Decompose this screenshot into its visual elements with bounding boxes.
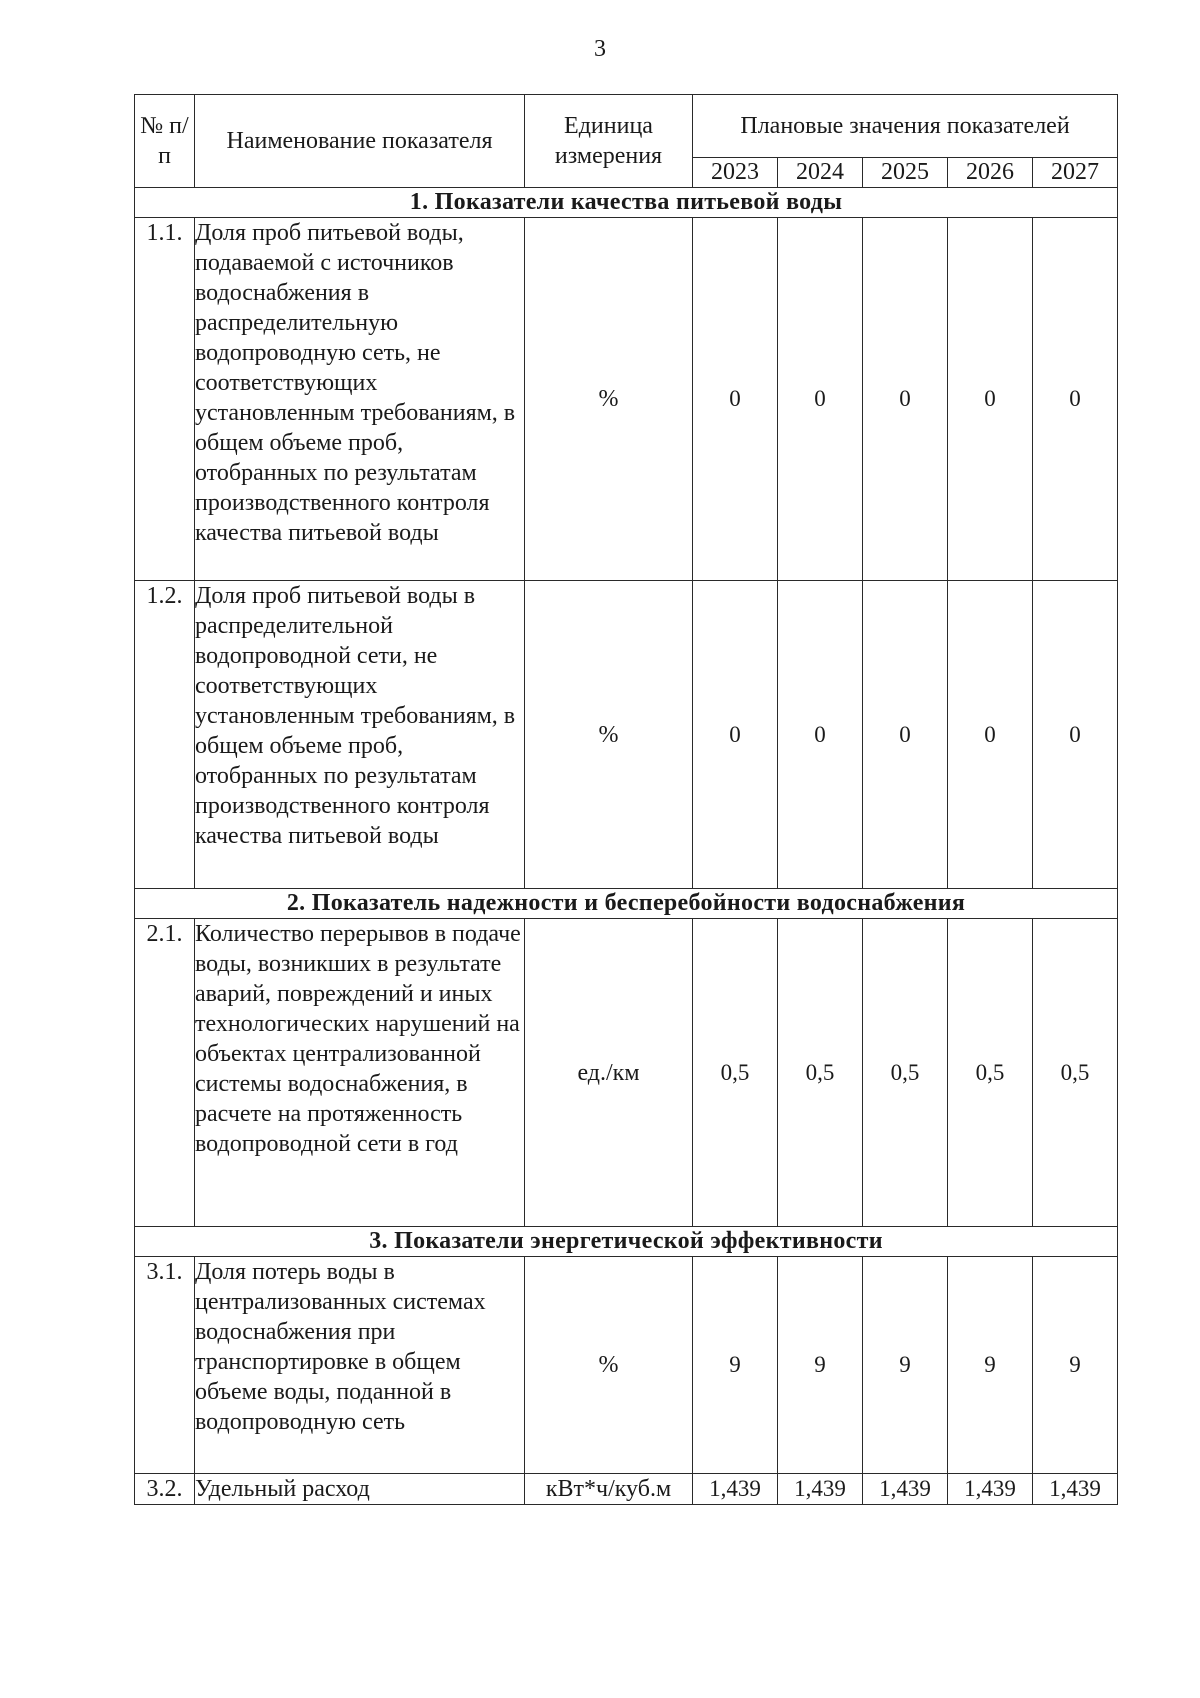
value-cell: 1,439 [778,1474,863,1505]
value-cell: 9 [778,1257,863,1474]
header-year: 2024 [778,158,863,188]
value-cell: 0 [1033,581,1118,889]
value-cell: 0,5 [863,919,948,1227]
section-title: 2. Показатель надежности и бесперебойности водоснабжения [135,889,1118,919]
value-cell: 0 [778,218,863,581]
value-cell: 0 [693,218,778,581]
value-cell: 0,5 [1033,919,1118,1227]
header-unit: Единица измерения [525,95,693,188]
indicator-unit: % [525,1257,693,1474]
header-year: 2026 [948,158,1033,188]
row-number: 3.1. [135,1257,195,1474]
value-cell: 0 [863,581,948,889]
table-row [135,218,1118,581]
indicator-name: Доля проб питьевой воды в распределительной водопроводной сети, не соответствующих установленным требованиям, в общем объеме проб, отобранных по результатам производственного контроля качества питьевой воды [195,581,525,889]
header-num: № п/п [135,95,195,188]
table-row [135,919,1118,1227]
section-row [135,1227,1118,1257]
indicator-unit: % [525,218,693,581]
row-number: 1.2. [135,581,195,889]
value-cell: 0,5 [948,919,1033,1227]
table-row [135,1257,1118,1474]
header-year: 2023 [693,158,778,188]
value-cell: 0 [948,218,1033,581]
row-number: 2.1. [135,919,195,1227]
table-row [135,581,1118,889]
header-name: Наименование показателя [195,95,525,188]
value-cell: 9 [1033,1257,1118,1474]
value-cell: 0,5 [778,919,863,1227]
value-cell: 1,439 [948,1474,1033,1505]
header-year: 2027 [1033,158,1118,188]
section-row [135,188,1118,218]
indicator-name: Доля потерь воды в централизованных системах водоснабжения при транспортировке в общем объеме воды, поданной в водопроводную сеть [195,1257,525,1474]
value-cell: 1,439 [693,1474,778,1505]
section-row [135,889,1118,919]
value-cell: 0 [863,218,948,581]
value-cell: 0 [693,581,778,889]
value-cell: 0 [948,581,1033,889]
value-cell: 0 [778,581,863,889]
value-cell: 0 [1033,218,1118,581]
section-title: 3. Показатели энергетической эффективности [135,1227,1118,1257]
header-row [135,95,1118,158]
row-number: 3.2. [135,1474,195,1505]
value-cell: 9 [693,1257,778,1474]
value-cell: 0,5 [693,919,778,1227]
value-cell: 9 [863,1257,948,1474]
table-row [135,1474,1118,1505]
indicator-unit: ед./км [525,919,693,1227]
header-year: 2025 [863,158,948,188]
indicator-name: Количество перерывов в подаче воды, возникших в результате аварий, повреждений и иных технологических нарушений на объектах централизованной системы водоснабжения, в расчете на протяженность водопроводной сети в год [195,919,525,1227]
indicators-table [134,94,1118,1505]
value-cell: 1,439 [863,1474,948,1505]
indicator-unit: % [525,581,693,889]
row-number: 1.1. [135,218,195,581]
header-plan-values: Плановые значения показателей [693,95,1118,158]
value-cell: 9 [948,1257,1033,1474]
page-number: 3 [594,36,606,62]
indicator-name: Доля проб питьевой воды, подаваемой с источников водоснабжения в распределительную водопроводную сеть, не соответствующих установленным требованиям, в общем объеме проб, отобранных по результатам производственного контроля качества питьевой воды [195,218,525,581]
indicator-unit: кВт*ч/куб.м [525,1474,693,1505]
indicator-name: Удельный расход [195,1474,525,1505]
value-cell: 1,439 [1033,1474,1118,1505]
section-title: 1. Показатели качества питьевой воды [135,188,1118,218]
